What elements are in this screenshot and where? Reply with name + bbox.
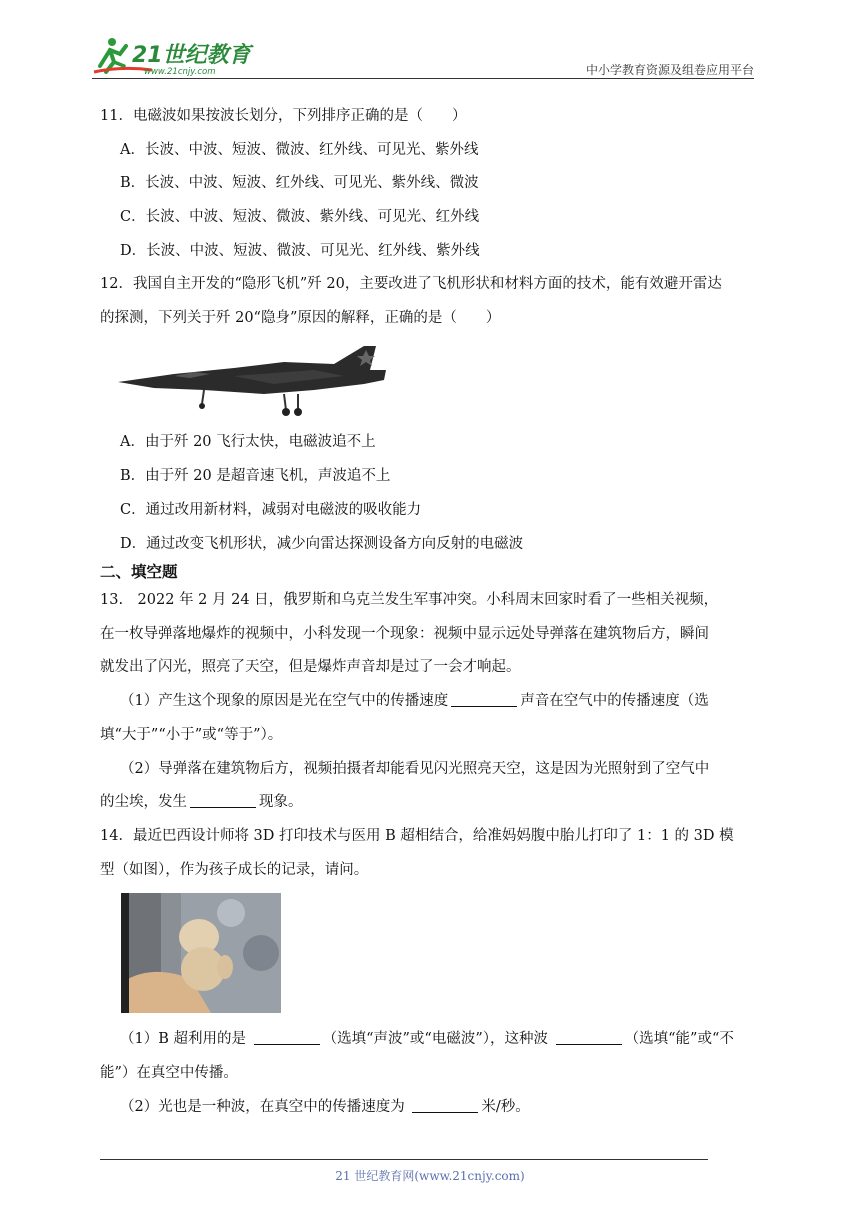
q11-option-b: B．长波、中波、短波、红外线、可见光、紫外线、微波 xyxy=(120,175,479,191)
svg-text:21世纪教育: 21世纪教育 xyxy=(132,43,251,68)
question-12-stem-line2: 的探测，下列关于歼 20“隐身”原因的解释，正确的是（ ） xyxy=(100,310,501,326)
q13-part2-text-b: 的尘埃，发生 xyxy=(100,794,187,810)
q12-option-d: D．通过改变飞机形状，减少向雷达探测设备方向反射的电磁波 xyxy=(120,536,524,552)
q11-option-c: C．长波、中波、短波、微波、紫外线、可见光、红外线 xyxy=(120,209,480,225)
q11-option-a: A．长波、中波、短波、微波、红外线、可见光、紫外线 xyxy=(120,142,479,158)
q14-part1-cont: 能”）在真空中传播。 xyxy=(100,1065,238,1081)
q13-part2-text-c: 现象。 xyxy=(259,794,303,810)
page-footer: 21 世纪教育网(www.21cnjy.com) xyxy=(335,1169,525,1183)
page-header xyxy=(0,0,860,80)
q13-answer-blank-2[interactable] xyxy=(190,793,256,808)
q13-part1-cont: 填“大于”“小于”或“等于”）。 xyxy=(100,727,283,743)
q11-option-d: D．长波、中波、短波、微波、可见光、红外线、紫外线 xyxy=(120,243,480,259)
question-13-line2: 在一枚导弹落地爆炸的视频中，小科发现一个现象：视频中显示远处导弹落在建筑物后方，瞬间 xyxy=(100,626,709,642)
question-14-line2: 型（如图），作为孩子成长的记录，请问。 xyxy=(100,862,369,878)
footer-divider xyxy=(100,1159,708,1160)
q13-part1 xyxy=(120,691,709,711)
q13-part1-text-b: 声音在空气中的传播速度（选 xyxy=(520,693,709,709)
q14-part1 xyxy=(120,1029,734,1049)
header-divider xyxy=(92,78,754,79)
question-14-line1: 14．最近巴西设计师将 3D 打印技术与医用 B 超相结合，给准妈妈腹中胎儿打印了 1：1 的 3D 模 xyxy=(100,828,734,844)
q12-option-a: A．由于歼 20 飞行太快，电磁波追不上 xyxy=(120,434,376,450)
q14-part1-text-b: （选填“声波”或“电磁波”），这种波 xyxy=(322,1031,553,1047)
question-12-stem-line1: 12．我国自主开发的“隐形飞机”歼 20，主要改进了飞机形状和材料方面的技术，能有效避开雷达 xyxy=(100,276,722,292)
q14-answer-blank-1[interactable] xyxy=(254,1030,320,1045)
section-heading: 二、填空题 xyxy=(100,563,178,581)
q14-answer-blank-3[interactable] xyxy=(412,1098,478,1113)
q13-part1-text-a: （1）产生这个现象的原因是光在空气中的传播速度 xyxy=(120,693,449,709)
q12-option-c: C．通过改用新材料，减弱对电磁波的吸收能力 xyxy=(120,502,422,518)
question-11-stem: 11．电磁波如果按波长划分，下列排序正确的是（ ） xyxy=(100,108,467,124)
3d-fetus-model-photo xyxy=(121,893,281,1013)
q14-part1-text-c: （选填“能”或“不 xyxy=(624,1031,734,1047)
stealth-jet-image xyxy=(114,340,390,420)
svg-text:www.21cnjy.com: www.21cnjy.com xyxy=(144,67,216,77)
q14-part2 xyxy=(120,1097,530,1117)
q14-answer-blank-2[interactable] xyxy=(556,1030,622,1045)
platform-title: 中小学教育资源及组卷应用平台 xyxy=(585,63,754,77)
site-logo xyxy=(92,36,262,78)
q14-part2-text-b: 米/秒。 xyxy=(481,1099,530,1115)
q12-option-b: B．由于歼 20 是超音速飞机，声波追不上 xyxy=(120,468,391,484)
q13-answer-blank-1[interactable] xyxy=(451,692,517,707)
q14-part1-text-a: （1）B 超利用的是 xyxy=(120,1031,251,1047)
question-13-line1: 13. 2022 年 2 月 24 日，俄罗斯和乌克兰发生军事冲突。小科周末回家时看了一些相关视频， xyxy=(100,592,719,608)
q13-part2: （2）导弹落在建筑物后方，视频拍摄者却能看见闪光照亮天空，这是因为光照射到了空气中 xyxy=(120,761,710,777)
q14-part2-text-a: （2）光也是一种波，在真空中的传播速度为 xyxy=(120,1099,410,1115)
question-13-line3: 就发出了闪光，照亮了天空，但是爆炸声音却是过了一会才响起。 xyxy=(100,659,521,675)
q13-part2-cont xyxy=(100,792,303,812)
